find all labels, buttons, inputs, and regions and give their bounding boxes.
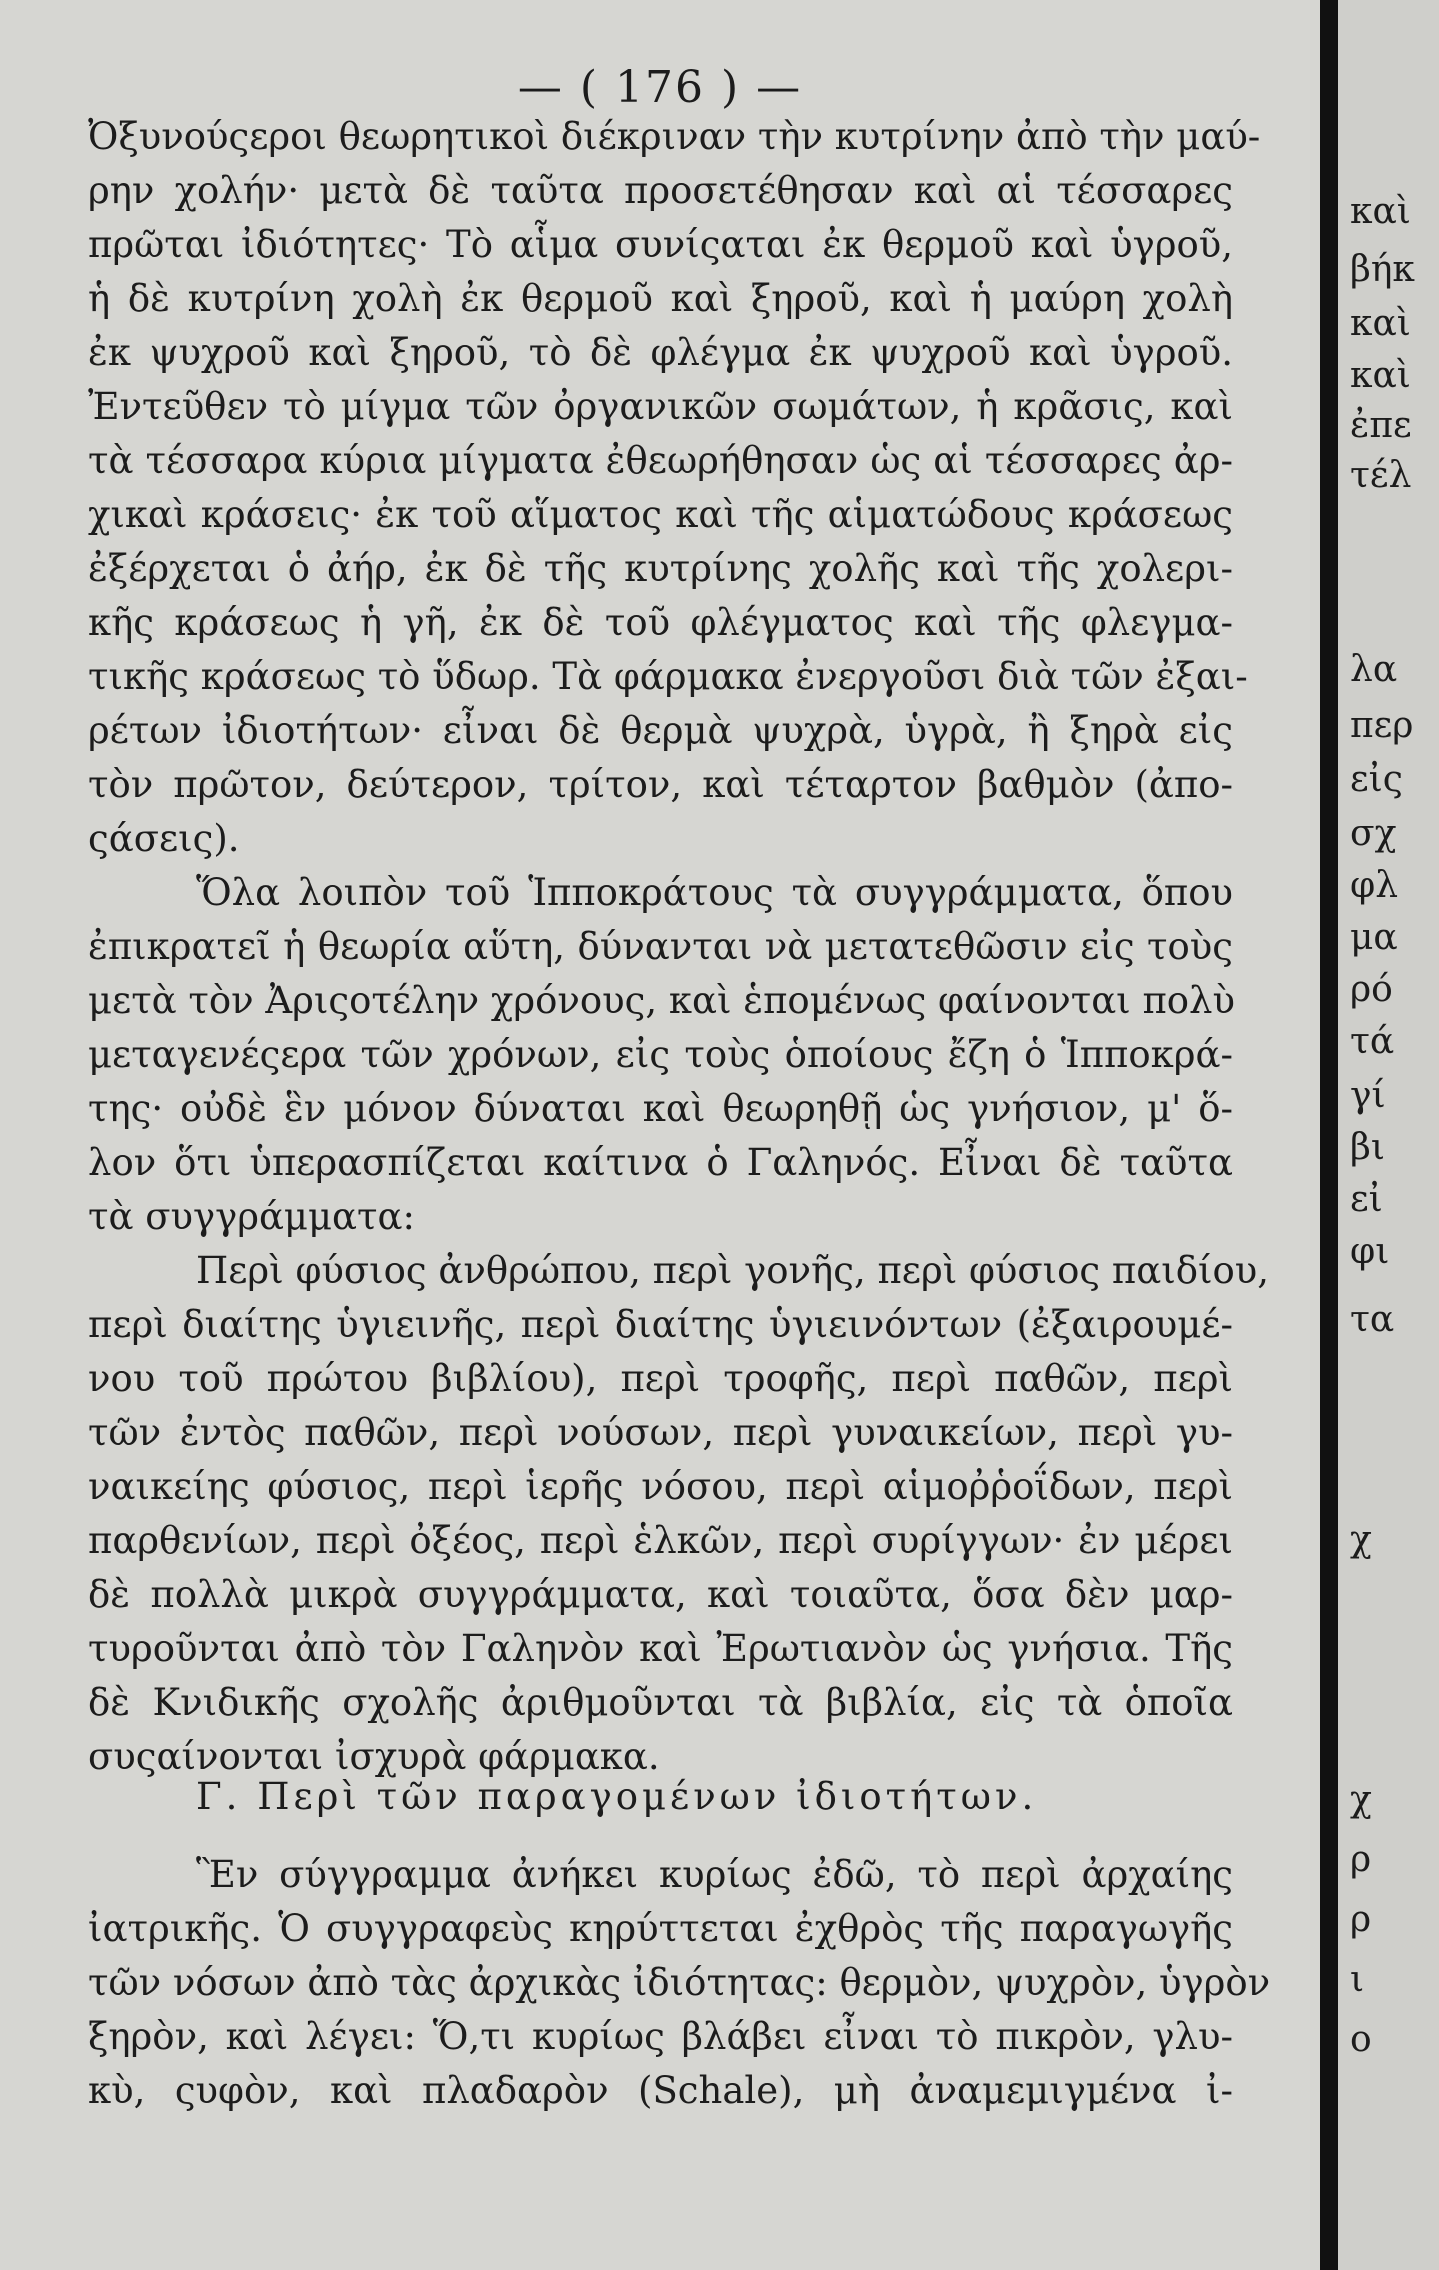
text-line: νου τοῦ πρώτου βιβλίου), περὶ τροφῆς, περὶ παθῶν, περὶ	[88, 1357, 1233, 1400]
adjacent-page-fragment: φι	[1350, 1231, 1390, 1272]
text-line: Περὶ φύσιος ἀνθρώπου, περὶ γονῆς, περὶ φύσιος παιδίου,	[196, 1249, 1270, 1292]
text-line: δὲ Κνιδικῆς σχολῆς ἀριθμοῦνται τὰ βιβλία, εἰς τὰ ὁποῖα	[88, 1681, 1233, 1724]
adjacent-page-fragment: ρ	[1350, 1839, 1372, 1880]
text-line: της· οὐδὲ ἓν μόνον δύναται καὶ θεωρηθῇ ὡς γνήσιον, μ' ὅ-	[88, 1087, 1233, 1130]
text-line: ξηρὸν, καὶ λέγει: Ὅ,τι κυρίως βλάβει εἶναι τὸ πικρὸν, γλυ-	[88, 2015, 1233, 2058]
text-line: τὰ συγγράμματα:	[88, 1195, 415, 1238]
adjacent-page-fragment: γί	[1350, 1075, 1386, 1116]
adjacent-page-fragment: μα	[1350, 917, 1398, 958]
section-heading	[88, 1770, 1233, 1824]
text-line: τὰ τέσσαρα κύρια μίγματα ἐθεωρήθησαν ὡς αἱ τέσσαρες ἀρ-	[88, 439, 1233, 482]
adjacent-page-fragment: λα	[1350, 649, 1398, 690]
text-line: τυροῦνται ἀπὸ τὸν Γαληνὸν καὶ Ἐρωτιανὸν ὡς γνήσια. Τῆς	[88, 1627, 1233, 1670]
adjacent-page-fragment: ο	[1350, 2019, 1372, 2060]
adjacent-page-fragment: εἰ	[1350, 1179, 1383, 1220]
adjacent-page-fragment: ρό	[1350, 969, 1393, 1010]
adjacent-page-fragment: εἰς	[1350, 759, 1403, 800]
page-number: — ( 176 ) —	[517, 62, 803, 113]
text-line: περὶ διαίτης ὑγιεινῆς, περὶ διαίτης ὑγιεινόντων (ἐξαιρουμέ-	[88, 1303, 1233, 1346]
section-heading-text: Γ. Περὶ τῶν παραγομένων ἰδιοτήτων.	[196, 1775, 1038, 1818]
adjacent-page-fragment: καὶ	[1350, 355, 1411, 396]
text-line: ρην χολήν· μετὰ δὲ ταῦτα προσετέθησαν καὶ αἱ τέσσαρες	[88, 169, 1233, 212]
adjacent-page-fragment: τέλ	[1350, 455, 1412, 496]
text-line: Ἐντεῦθεν τὸ μίγμα τῶν ὀργανικῶν σωμάτων, ἡ κρᾶσις, καὶ	[88, 385, 1233, 428]
text-line: ρέτων ἰδιοτήτων· εἶναι δὲ θερμὰ ψυχρὰ, ὑγρὰ, ἢ ξηρὰ εἰς	[88, 709, 1233, 752]
text-line: λον ὅτι ὑπερασπίζεται καίτινα ὁ Γαληνός. Εἶναι δὲ ταῦτα	[88, 1141, 1233, 1184]
adjacent-page-fragment: περ	[1350, 705, 1414, 746]
text-line: παρθενίων, περὶ ὀξέος, περὶ ἑλκῶν, περὶ συρίγγων· ἐν μέρει	[88, 1519, 1233, 1562]
adjacent-page-fragment: τά	[1350, 1021, 1395, 1062]
adjacent-page-fragment: ρ	[1350, 1899, 1372, 1940]
text-line: δὲ πολλὰ μικρὰ συγγράμματα, καὶ τοιαῦτα, ὅσα δὲν μαρ-	[88, 1573, 1233, 1616]
text-line: τῶν ἐντὸς παθῶν, περὶ νούσων, περὶ γυναικείων, περὶ γυ-	[88, 1411, 1233, 1454]
text-line: ςάσεις).	[88, 817, 240, 860]
text-line: ναικείης φύσιος, περὶ ἱερῆς νόσου, περὶ αἱμοῤῥοΐδων, περὶ	[88, 1465, 1233, 1508]
adjacent-page-fragment: καὶ	[1350, 303, 1411, 344]
adjacent-page	[1338, 0, 1439, 2270]
adjacent-page-fragment: βήκ	[1350, 249, 1415, 290]
text-line: Ὅλα λοιπὸν τοῦ Ἱπποκράτους τὰ συγγράμματα, ὅπου	[196, 871, 1233, 914]
adjacent-page-fragment: χ	[1350, 1779, 1372, 1820]
paragraph-3	[88, 1244, 1270, 1784]
text-line: μεταγενέςερα τῶν χρόνων, εἰς τοὺς ὁποίους ἔζη ὁ Ἱπποκρά-	[88, 1033, 1233, 1076]
adjacent-page-fragment: σχ	[1350, 813, 1397, 854]
text-line: μετὰ τὸν Ἀριςοτέλην χρόνους, καὶ ἑπομένως φαίνονται πολὺ	[88, 979, 1235, 1022]
text-line: ἐπικρατεῖ ἡ θεωρία αὕτη, δύνανται νὰ μετατεθῶσιν εἰς τοὺς	[88, 925, 1233, 968]
text-line: χικαὶ κράσεις· ἐκ τοῦ αἵματος καὶ τῆς αἱματώδους κράσεως	[88, 493, 1233, 536]
paragraph-1	[88, 110, 1261, 866]
book-gutter	[1320, 0, 1338, 2270]
paragraph-4	[88, 1848, 1271, 2118]
adjacent-page-fragment: χ	[1350, 1519, 1372, 1560]
adjacent-page-fragment: καὶ	[1350, 191, 1411, 232]
adjacent-page-fragment: φλ	[1350, 865, 1399, 906]
text-line: ἐκ ψυχροῦ καὶ ξηροῦ, τὸ δὲ φλέγμα ἐκ ψυχροῦ καὶ ὑγροῦ.	[88, 331, 1233, 374]
text-line: ἡ δὲ κυτρίνη χολὴ ἐκ θερμοῦ καὶ ξηροῦ, καὶ ἡ μαύρη χολὴ	[88, 277, 1233, 320]
text-line: τὸν πρῶτον, δεύτερον, τρίτον, καὶ τέταρτον βαθμὸν (ἀπο-	[88, 763, 1233, 806]
adjacent-page-fragment: τα	[1350, 1299, 1395, 1340]
text-line: Ἓν σύγγραμμα ἀνήκει κυρίως ἐδῶ, τὸ περὶ ἀρχαίης	[196, 1853, 1233, 1896]
text-line: Ὀξυνούςεροι θεωρητικοὶ διέκριναν τὴν κυτρίνην ἀπὸ τὴν μαύ-	[88, 115, 1261, 158]
adjacent-page-fragment: ἐπε	[1350, 405, 1412, 446]
paragraph-2	[88, 866, 1233, 1244]
text-line: πρῶται ἰδιότητες· Τὸ αἷμα συνίςαται ἐκ θερμοῦ καὶ ὑγροῦ,	[88, 223, 1233, 266]
text-line: συςαίνονται ἰσχυρὰ φάρμακα.	[88, 1735, 660, 1778]
adjacent-page-fragment: βι	[1350, 1127, 1385, 1168]
text-line: τικῆς κράσεως τὸ ὕδωρ. Τὰ φάρμακα ἐνεργοῦσι διὰ τῶν ἐξαι-	[88, 655, 1248, 698]
text-line: ἰατρικῆς. Ὁ συγγραφεὺς κηρύττεται ἐχθρὸς τῆς παραγωγῆς	[88, 1907, 1233, 1950]
text-line: κὺ, ςυφὸν, καὶ πλαδαρὸν (Schale), μὴ ἀναμεμιγμένα ἰ-	[88, 2069, 1233, 2112]
text-line: τῶν νόσων ἀπὸ τὰς ἀρχικὰς ἰδιότητας: θερμὸν, ψυχρὸν, ὑγρὸν	[88, 1961, 1271, 2004]
text-line: ἐξέρχεται ὁ ἀήρ, ἐκ δὲ τῆς κυτρίνης χολῆς καὶ τῆς χολερι-	[88, 547, 1233, 590]
text-line: κῆς κράσεως ἡ γῆ, ἐκ δὲ τοῦ φλέγματος καὶ τῆς φλεγμα-	[88, 601, 1233, 644]
adjacent-page-fragment: ι	[1350, 1959, 1365, 2000]
